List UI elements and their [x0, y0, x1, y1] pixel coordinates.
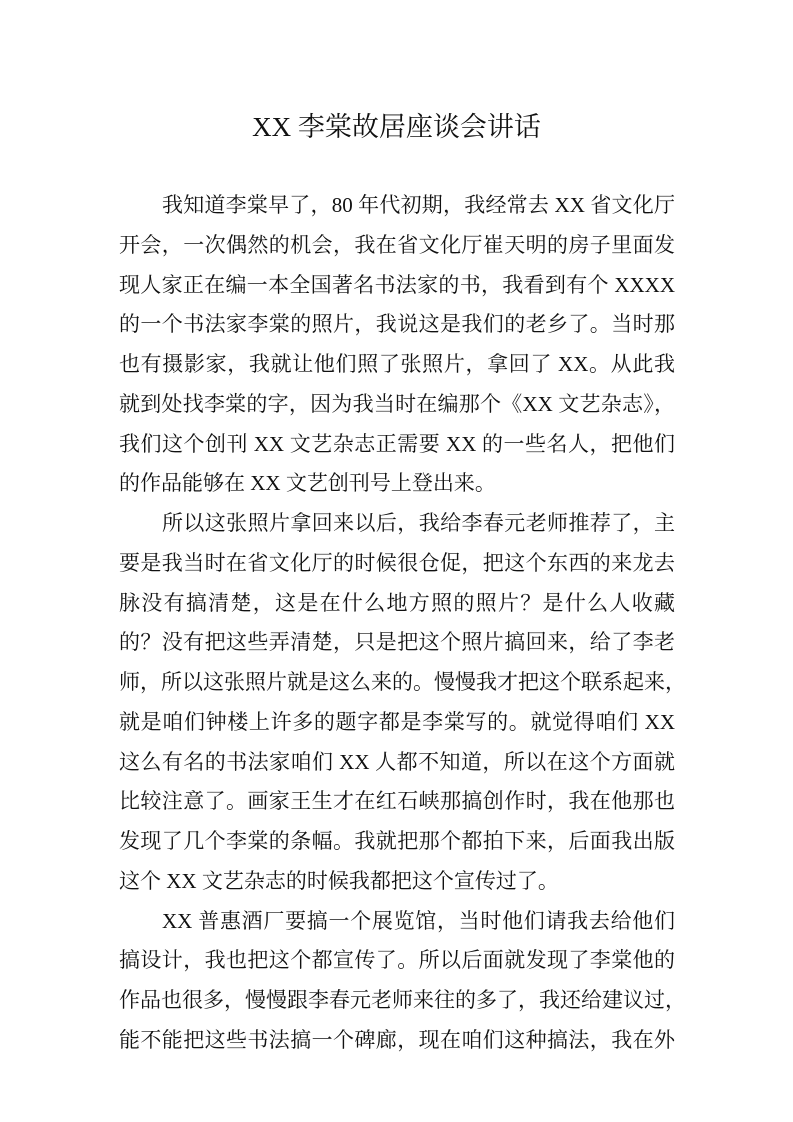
- text-line: 比较注意了。画家王生才在红石峡那搞创作时，我在他那也: [119, 789, 675, 814]
- text-line: 的一个书法家李棠的照片，我说这是我们的老乡了。当时那: [119, 312, 675, 337]
- text-line: 这么有名的书法家咱们 XX 人都不知道，所以在这个方面就: [119, 749, 675, 774]
- text-line: 这个 XX 文艺杂志的时候我都把这个宣传过了。: [119, 868, 559, 893]
- text-line: 的作品能够在 XX 文艺创刊号上登出来。: [119, 471, 496, 496]
- text-line: 就是咱们钟楼上许多的题字都是李棠写的。就觉得咱们 XX: [119, 709, 675, 734]
- document-title: XX 李棠故居座谈会讲话: [252, 112, 541, 142]
- text-line: 作品也很多，慢慢跟李春元老师来往的多了，我还给建议过，: [119, 988, 686, 1012]
- paragraph: [119, 902, 686, 1061]
- text-line: 开会，一次偶然的机会，我在省文化厅崔天明的房子里面发: [119, 232, 675, 257]
- text-line: 的？没有把这些弄清楚，只是把这个照片搞回来，给了李老: [119, 630, 675, 655]
- text-line: 脉没有搞清楚，这是在什么地方照的照片？是什么人收藏: [119, 590, 675, 615]
- text-line: 能不能把这些书法搞一个碑廊，现在咱们这种搞法，我在外: [119, 1027, 675, 1052]
- text-line: 就到处找李棠的字，因为我当时在编那个《XX 文艺杂志》，: [119, 391, 675, 416]
- text-line: 所以这张照片拿回来以后，我给李春元老师推荐了，主: [162, 511, 675, 535]
- text-line: 我们这个创刊 XX 文艺杂志正需要 XX 的一些名人，把他们: [119, 431, 675, 456]
- text-line: 现人家正在编一本全国著名书法家的书，我看到有个 XXXX: [119, 272, 675, 297]
- document-body: [119, 186, 686, 1061]
- paragraph: [119, 504, 686, 902]
- text-line: XX 普惠酒厂要搞一个展览馆，当时他们请我去给他们: [162, 908, 675, 933]
- text-line: 也有摄影家，我就让他们照了张照片，拿回了 XX。从此我: [119, 352, 675, 376]
- text-line: 师，所以这张照片就是这么来的。慢慢我才把这个联系起来，: [119, 670, 686, 694]
- paragraph: [119, 186, 675, 504]
- text-line: 发现了几个李棠的条幅。我就把那个都拍下来，后面我出版: [119, 829, 675, 853]
- text-line: 要是我当时在省文化厅的时候很仓促，把这个东西的来龙去: [119, 550, 675, 575]
- text-line: 搞设计，我也把这个都宣传了。所以后面就发现了李棠他的: [119, 948, 675, 973]
- text-line: 我知道李棠早了，80 年代初期，我经常去 XX 省文化厅: [162, 193, 675, 217]
